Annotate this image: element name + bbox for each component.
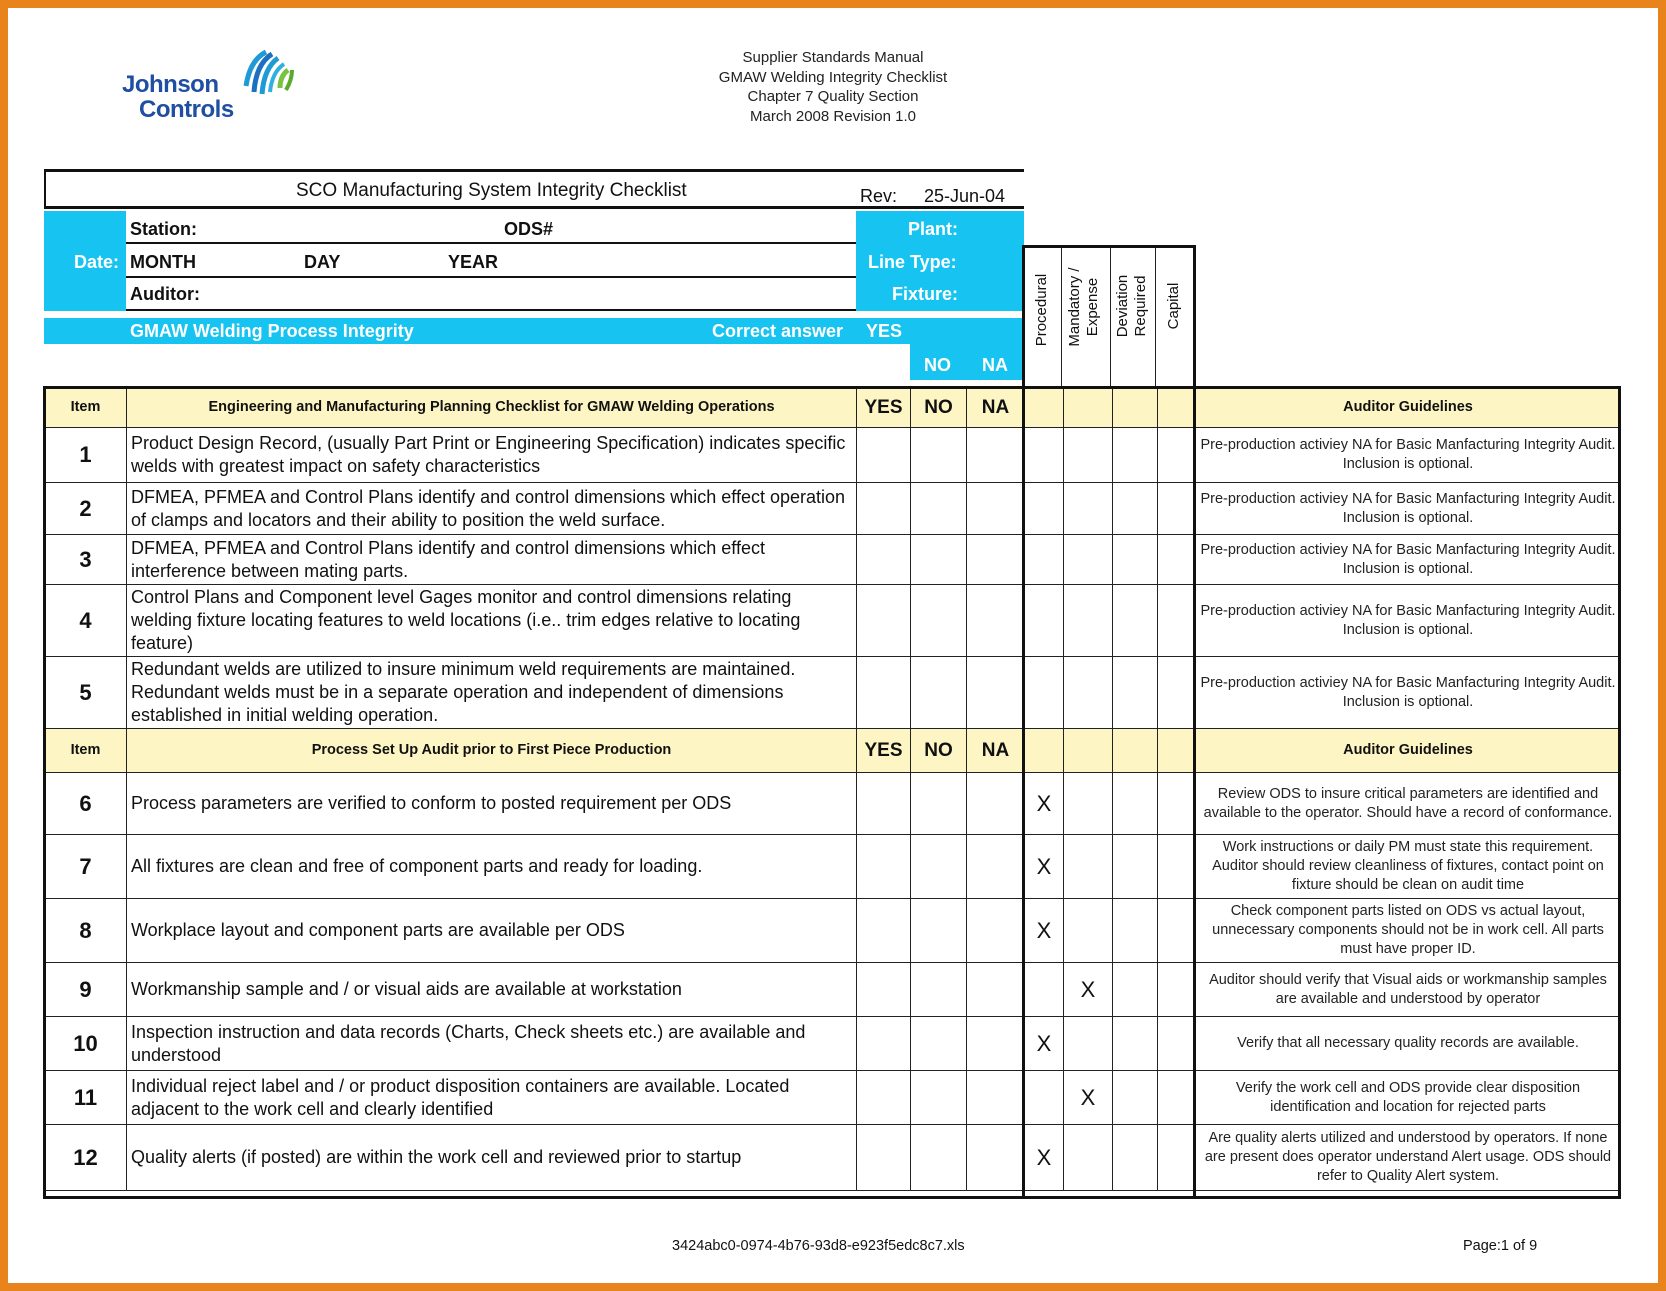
date-label: Date: [74, 252, 120, 272]
section-header-row [45, 388, 1621, 428]
auditor-guideline: Pre-production activiey NA for Basic Manfacturing Integrity Audit. Inclusion is optional. [1196, 657, 1621, 729]
checklist-row [45, 773, 1621, 835]
item-number: 2 [45, 483, 127, 535]
no-answer-cell[interactable] [911, 835, 967, 899]
item-number: 7 [45, 835, 127, 899]
na-answer-cell[interactable] [967, 899, 1025, 963]
footer-page: Page:1 of 9 [1463, 1238, 1538, 1254]
mandatory-column-header [1064, 388, 1113, 428]
correct-no: NO [924, 355, 951, 375]
section-header-row [45, 729, 1621, 773]
form-title: SCO Manufacturing System Integrity Checklist [296, 180, 687, 201]
item-description: Individual reject label and / or product disposition containers are available. Located adjacent to the work cell and clearly identified [127, 1071, 857, 1125]
category-divider [1155, 248, 1156, 387]
checklist-row [45, 428, 1621, 483]
auditor-guidelines-header: Auditor Guidelines [1196, 388, 1621, 428]
checklist-row [45, 657, 1621, 729]
capital-cell[interactable] [1158, 773, 1196, 835]
auditor-guideline: Auditor should verify that Visual aids or workmanship samples are available and understood by operator [1196, 963, 1621, 1017]
yes-column-header: YES [857, 729, 911, 773]
header-line-1: Supplier Standards Manual [742, 49, 924, 66]
procedural-header: Procedural [1033, 273, 1050, 347]
section-title: Engineering and Manufacturing Planning Checklist for GMAW Welding Operations [127, 388, 857, 428]
auditor-guideline: Verify that all necessary quality records are available. [1196, 1017, 1621, 1071]
deviation-column-header [1113, 388, 1158, 428]
checklist-row [45, 899, 1621, 963]
yes-answer-cell[interactable] [857, 535, 911, 585]
item-description: Redundant welds are utilized to insure minimum weld requirements are maintained. Redundant welds must be in a separate operation and independent of dimensions established in initial welding operation. [127, 657, 857, 729]
checklist-row [45, 1125, 1621, 1191]
deviation-cell[interactable] [1113, 483, 1158, 535]
no-answer-cell[interactable] [911, 657, 967, 729]
yes-column-header: YES [857, 388, 911, 428]
category-divider [1110, 248, 1111, 387]
day-label: DAY [304, 252, 341, 272]
no-answer-cell[interactable] [911, 899, 967, 963]
category-divider [1061, 248, 1062, 387]
year-label: YEAR [448, 252, 499, 272]
mandatory-cell[interactable] [1064, 428, 1113, 483]
item-number: 8 [45, 899, 127, 963]
procedural-cell[interactable] [1025, 657, 1064, 729]
na-column-header: NA [967, 729, 1025, 773]
item-description: All fixtures are clean and free of component parts and ready for loading. [127, 835, 857, 899]
capital-cell[interactable] [1158, 1125, 1196, 1191]
capital-cell[interactable] [1158, 835, 1196, 899]
capital-cell[interactable] [1158, 963, 1196, 1017]
na-answer-cell[interactable] [967, 1125, 1025, 1191]
item-description: Workplace layout and component parts are available per ODS [127, 899, 857, 963]
globe-icon [236, 46, 296, 106]
mandatory-cell[interactable]: X [1064, 1071, 1113, 1125]
capital-cell[interactable] [1158, 428, 1196, 483]
correct-yes: YES [866, 321, 903, 341]
yes-answer-cell[interactable] [857, 963, 911, 1017]
station-field[interactable] [126, 211, 856, 244]
checklist-row [45, 535, 1621, 585]
item-number: 1 [45, 428, 127, 483]
auditor-guideline: Pre-production activiey NA for Basic Manfacturing Integrity Audit. Inclusion is optional. [1196, 428, 1621, 483]
auditor-guideline: Check component parts listed on ODS vs actual layout, unnecessary components should not be in work cell. All parts must have proper ID. [1196, 899, 1621, 963]
item-number: 12 [45, 1125, 127, 1191]
na-answer-cell[interactable] [967, 1017, 1025, 1071]
no-column-header: NO [911, 729, 967, 773]
month-label: MONTH [130, 252, 196, 272]
item-description: Workmanship sample and / or visual aids are available at workstation [127, 963, 857, 1017]
procedural-cell[interactable] [1025, 585, 1064, 657]
line-type-label: Line Type: [868, 252, 957, 272]
section-title: Process Set Up Audit prior to First Piece Production [127, 729, 857, 773]
item-description: DFMEA, PFMEA and Control Plans identify and control dimensions which effect operation of clamps and locators and their ability to position the weld surface. [127, 483, 857, 535]
item-number: 11 [45, 1071, 127, 1125]
capital-cell[interactable] [1158, 585, 1196, 657]
capital-cell[interactable] [1158, 535, 1196, 585]
item-number: 10 [45, 1017, 127, 1071]
procedural-column-header [1025, 729, 1064, 773]
yes-answer-cell[interactable] [857, 773, 911, 835]
auditor-guidelines-header: Auditor Guidelines [1196, 729, 1621, 773]
na-answer-cell[interactable] [967, 657, 1025, 729]
header-line-2: GMAW Welding Integrity Checklist [718, 68, 948, 86]
na-answer-cell[interactable] [967, 428, 1025, 483]
checklist-row [45, 963, 1621, 1017]
auditor-guideline: Pre-production activiey NA for Basic Manfacturing Integrity Audit. Inclusion is optional. [1196, 585, 1621, 657]
no-answer-cell[interactable] [911, 1017, 967, 1071]
checklist-row [45, 1071, 1621, 1125]
procedural-cell[interactable] [1025, 963, 1064, 1017]
procedural-cell[interactable]: X [1025, 1125, 1064, 1191]
process-label: GMAW Welding Process Integrity [130, 321, 414, 341]
capital-cell[interactable] [1158, 657, 1196, 729]
checklist-row [45, 585, 1621, 657]
procedural-cell[interactable] [1025, 535, 1064, 585]
procedural-cell[interactable]: X [1025, 899, 1064, 963]
yes-answer-cell[interactable] [857, 428, 911, 483]
checklist-table [44, 387, 1621, 1191]
yes-answer-cell[interactable] [857, 585, 911, 657]
procedural-cell[interactable]: X [1025, 773, 1064, 835]
checklist-row [45, 835, 1621, 899]
item-number: 6 [45, 773, 127, 835]
yes-answer-cell[interactable] [857, 1125, 911, 1191]
header-line-4: March 2008 Revision 1.0 [750, 107, 916, 125]
mandatory-cell[interactable] [1064, 657, 1113, 729]
mandatory-cell[interactable] [1064, 1017, 1113, 1071]
mandatory-cell[interactable] [1064, 535, 1113, 585]
mandatory-cell[interactable] [1064, 773, 1113, 835]
item-number: 3 [45, 535, 127, 585]
auditor-guideline: Review ODS to insure critical parameters are identified and available to the operator. Should have a record of conformance. [1196, 773, 1621, 835]
rev-label: Rev: [860, 186, 898, 206]
capital-column-header [1158, 388, 1196, 428]
mandatory-cell[interactable] [1064, 899, 1113, 963]
company-logo [120, 46, 300, 126]
item-number: 5 [45, 657, 127, 729]
na-answer-cell[interactable] [967, 585, 1025, 657]
procedural-cell[interactable] [1025, 428, 1064, 483]
header-line-3: Chapter 7 Quality Section [747, 88, 919, 105]
capital-column-header [1158, 729, 1196, 773]
deviation-cell[interactable] [1113, 835, 1158, 899]
capital-cell[interactable] [1158, 899, 1196, 963]
capital-cell[interactable] [1158, 1071, 1196, 1125]
no-answer-cell[interactable] [911, 963, 967, 1017]
no-answer-cell[interactable] [911, 1071, 967, 1125]
document-header [683, 48, 983, 126]
item-description: DFMEA, PFMEA and Control Plans identify and control dimensions which effect interference between mating parts. [127, 535, 857, 585]
capital-header: Capital [1165, 282, 1182, 330]
deviation-cell[interactable] [1113, 773, 1158, 835]
procedural-column-header [1025, 388, 1064, 428]
deviation-cell[interactable] [1113, 535, 1158, 585]
procedural-cell[interactable]: X [1025, 835, 1064, 899]
no-answer-cell[interactable] [911, 1125, 967, 1191]
item-description: Process parameters are verified to conform to posted requirement per ODS [127, 773, 857, 835]
no-answer-cell[interactable] [911, 535, 967, 585]
plant-label: Plant: [908, 219, 959, 239]
logo-line-2: Controls [139, 96, 234, 123]
deviation-cell[interactable] [1113, 1017, 1158, 1071]
na-answer-cell[interactable] [967, 535, 1025, 585]
item-description: Product Design Record, (usually Part Print or Engineering Specification) indicates specific welds with greatest impact on safety characteristics [127, 428, 857, 483]
deviation-cell[interactable] [1113, 899, 1158, 963]
item-number: 9 [45, 963, 127, 1017]
ods-label: ODS# [504, 219, 554, 239]
mandatory-header [1066, 252, 1102, 362]
auditor-guideline: Pre-production activiey NA for Basic Manfacturing Integrity Audit. Inclusion is optional. [1196, 535, 1621, 585]
procedural-cell[interactable]: X [1025, 1017, 1064, 1071]
yes-answer-cell[interactable] [857, 1071, 911, 1125]
section-item-header: Item [45, 388, 127, 428]
mandatory-cell[interactable] [1064, 483, 1113, 535]
procedural-cell[interactable] [1025, 483, 1064, 535]
checklist-row [45, 483, 1621, 535]
logo-line-1: Johnson [122, 71, 219, 98]
deviation-cell[interactable] [1113, 585, 1158, 657]
na-answer-cell[interactable] [967, 483, 1025, 535]
no-answer-cell[interactable] [911, 428, 967, 483]
mandatory-cell[interactable] [1064, 1125, 1113, 1191]
rev-value: 25-Jun-04 [924, 186, 1006, 206]
section-item-header: Item [45, 729, 127, 773]
yes-answer-cell[interactable] [857, 1017, 911, 1071]
deviation-header-text: Deviation Required [1114, 274, 1149, 338]
item-description: Quality alerts (if posted) are within the work cell and reviewed prior to startup [127, 1125, 857, 1191]
auditor-field[interactable] [126, 279, 856, 311]
yes-answer-cell[interactable] [857, 835, 911, 899]
item-description: Control Plans and Component level Gages monitor and control dimensions relating welding fixture locating features to weld locations (i.e.. trim edges relative to locating feature) [127, 585, 857, 657]
correct-answer-label: Correct answer [712, 321, 844, 341]
na-answer-cell[interactable] [967, 773, 1025, 835]
capital-cell[interactable] [1158, 483, 1196, 535]
deviation-cell[interactable] [1113, 657, 1158, 729]
deviation-column-header [1113, 729, 1158, 773]
deviation-cell[interactable] [1113, 1071, 1158, 1125]
auditor-guideline: Work instructions or daily PM must state this requirement. Auditor should review cleanliness of fixtures, contact point on fixture should be clean on audit time [1196, 835, 1621, 899]
na-answer-cell[interactable] [967, 963, 1025, 1017]
station-label: Station: [130, 219, 197, 239]
mandatory-header-text: Mandatory / Expense [1066, 267, 1101, 347]
auditor-label: Auditor: [130, 284, 200, 304]
auditor-guideline: Are quality alerts utilized and understood by operators. If none are present does operator understand Alert usage. ODS should refer to Quality Alert system. [1196, 1125, 1621, 1191]
auditor-guideline: Verify the work cell and ODS provide clear disposition identification and location for rejected parts [1196, 1071, 1621, 1125]
na-answer-cell[interactable] [967, 835, 1025, 899]
item-number: 4 [45, 585, 127, 657]
auditor-guideline: Pre-production activiey NA for Basic Manfacturing Integrity Audit. Inclusion is optional. [1196, 483, 1621, 535]
na-column-header: NA [967, 388, 1025, 428]
mandatory-cell[interactable]: X [1064, 963, 1113, 1017]
footer-filename: 3424abc0-0974-4b76-93d8-e923f5edc8c7.xls [672, 1238, 965, 1254]
mandatory-cell[interactable] [1064, 835, 1113, 899]
no-answer-cell[interactable] [911, 773, 967, 835]
mandatory-column-header [1064, 729, 1113, 773]
capital-cell[interactable] [1158, 1017, 1196, 1071]
no-answer-cell[interactable] [911, 585, 967, 657]
no-answer-cell[interactable] [911, 483, 967, 535]
item-description: Inspection instruction and data records (Charts, Check sheets etc.) are available and understood [127, 1017, 857, 1071]
fixture-label: Fixture: [892, 284, 959, 304]
deviation-header [1114, 256, 1150, 356]
deviation-cell[interactable] [1113, 1125, 1158, 1191]
correct-na: NA [982, 355, 1008, 375]
deviation-cell[interactable] [1113, 428, 1158, 483]
yes-answer-cell[interactable] [857, 899, 911, 963]
yes-answer-cell[interactable] [857, 483, 911, 535]
checklist-row [45, 1017, 1621, 1071]
deviation-cell[interactable] [1113, 963, 1158, 1017]
yes-answer-cell[interactable] [857, 657, 911, 729]
mandatory-cell[interactable] [1064, 585, 1113, 657]
procedural-cell[interactable] [1025, 1071, 1064, 1125]
na-answer-cell[interactable] [967, 1071, 1025, 1125]
no-column-header: NO [911, 388, 967, 428]
